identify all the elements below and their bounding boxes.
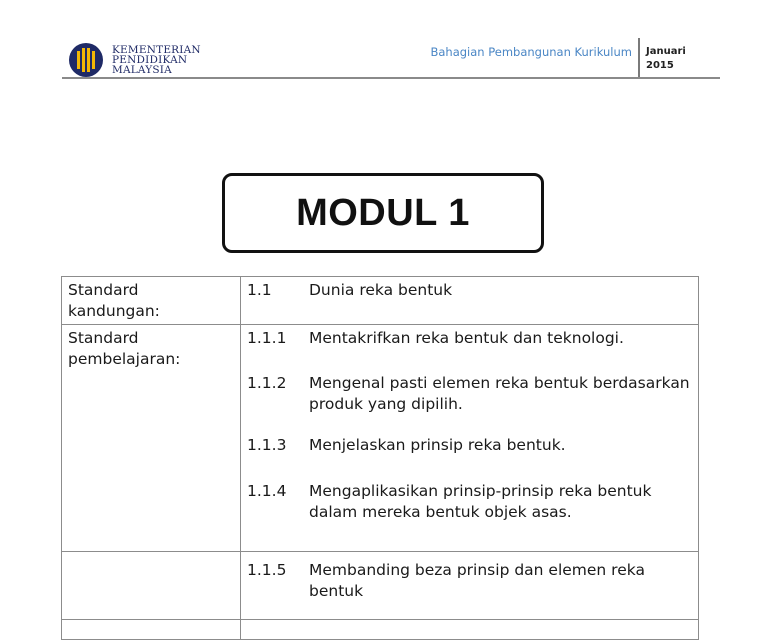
list-item bbox=[241, 435, 698, 456]
date-month: Januari bbox=[646, 46, 686, 57]
list-item bbox=[241, 325, 698, 349]
item-text: Membanding beza prinsip dan elemen reka bentuk bbox=[309, 561, 645, 600]
table-row bbox=[62, 277, 699, 325]
item-number: 1.1.3 bbox=[247, 436, 287, 454]
row-label bbox=[62, 552, 240, 555]
table-row bbox=[62, 552, 699, 620]
standards-table bbox=[61, 276, 699, 640]
page-header bbox=[62, 38, 720, 78]
logo-line-2: PENDIDIKAN bbox=[112, 54, 188, 66]
row-label: Standard kandungan: bbox=[68, 281, 160, 320]
department-name: Bahagian Pembangunan Kurikulum bbox=[430, 45, 632, 59]
date-year: 2015 bbox=[646, 60, 674, 71]
item-text: Mentakrifkan reka bentuk dan teknologi. bbox=[309, 329, 624, 347]
header-rule bbox=[62, 77, 720, 79]
table-cell-content bbox=[241, 325, 699, 552]
module-title-box bbox=[222, 173, 544, 253]
item-number: 1.1.4 bbox=[247, 482, 287, 500]
ministry-logo bbox=[68, 42, 208, 78]
table-cell-label bbox=[62, 552, 241, 620]
item-number: 1.1 bbox=[247, 281, 272, 299]
header-date bbox=[646, 45, 686, 73]
table-cell-content bbox=[241, 277, 699, 325]
ministry-emblem-icon bbox=[68, 42, 104, 78]
header-divider bbox=[638, 38, 640, 78]
list-item bbox=[241, 373, 698, 415]
item-text: Menjelaskan prinsip reka bentuk. bbox=[309, 436, 566, 454]
logo-wordmark bbox=[112, 45, 201, 75]
module-title: MODUL 1 bbox=[296, 191, 470, 234]
item-number: 1.1.2 bbox=[247, 374, 287, 392]
logo-line-1: KEMENTERIAN bbox=[112, 44, 201, 56]
list-item bbox=[241, 277, 698, 301]
table-cell-label bbox=[62, 325, 241, 552]
item-text: Mengenal pasti elemen reka bentuk berdasarkan produk yang dipilih. bbox=[309, 374, 690, 413]
item-number: 1.1.5 bbox=[247, 561, 287, 579]
table-cell-label bbox=[62, 277, 241, 325]
item-text: Mengaplikasikan prinsip-prinsip reka bentuk dalam mereka bentuk objek asas. bbox=[309, 482, 652, 521]
table-cell-content bbox=[241, 552, 699, 620]
logo-line-3: MALAYSIA bbox=[112, 64, 172, 76]
table-row bbox=[62, 325, 699, 552]
item-text: Dunia reka bentuk bbox=[309, 281, 453, 299]
list-item bbox=[241, 481, 698, 523]
row-label: Standard pembelajaran: bbox=[68, 329, 181, 368]
item-number: 1.1.1 bbox=[247, 329, 287, 347]
list-item bbox=[241, 552, 698, 602]
